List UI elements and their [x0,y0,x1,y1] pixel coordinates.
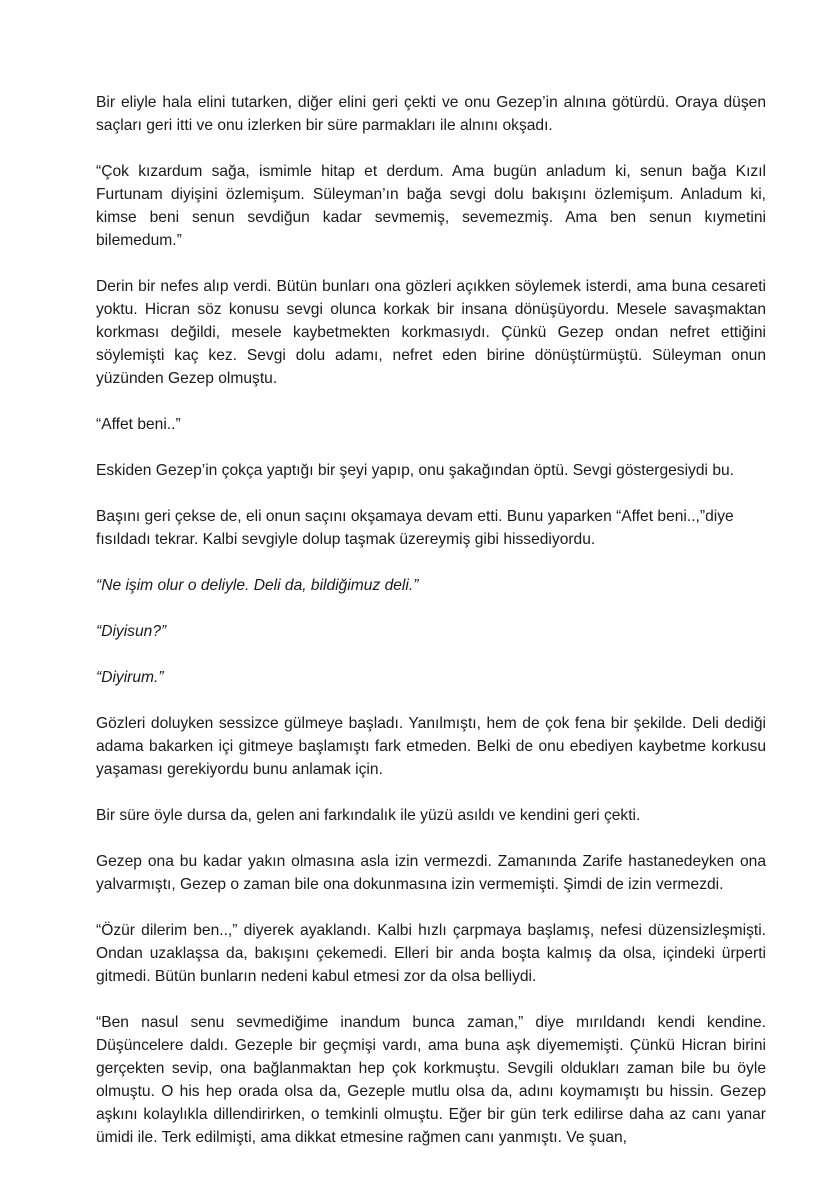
paragraph: “Özür dilerim ben..,” diyerek ayaklandı. Kalbi hızlı çarpmaya başlamış, nefesi düzensizleşmişti. Ondan uzaklaşsa da, bakışını çekemedi. Elleri bir anda boşta kalmış da olsa, içindeki ürperti gitmedi. Bütün bunların nedeni kabul etmesi zor da olsa belliydi. [96,922,766,985]
paragraph: Başını geri çekse de, eli onun saçını okşamaya devam etti. Bunu yaparken “Affet beni..,”diye fısıldadı tekrar. Kalbi sevgiyle dolup taşmak üzereymiş gibi hissediyordu. [96,508,734,548]
dialogue-line: “Affet beni..” [96,416,181,433]
italic-dialogue-line: “Diyisun?” [96,623,167,640]
document-page [96,91,766,1149]
paragraph: Derin bir nefes alıp verdi. Bütün bunları ona gözleri açıkken söylemek isterdi, ama buna cesareti yoktu. Hicran söz konusu sevgi olunca korkak bir insana dönüşüyordu. Mesele savaşmaktan korkması değildi, mesele kaybetmekten korkmasıydı. Çünkü Gezep ondan nefret ettiğini söylemişti kaç kez. Sevgi dolu adamı, nefret eden birine dönüştürmüştü. Süleyman onun yüzünden Gezep olmuştu. [96,278,766,387]
italic-dialogue-line: “Ne işim olur o deliyle. Deli da, bildiğimuz deli.” [96,577,419,594]
paragraph: Gezep ona bu kadar yakın olmasına asla izin vermezdi. Zamanında Zarife hastanedeyken ona yalvarmıştı, Gezep o zaman bile ona dokunmasına izin vermemişti. Şimdi de izin vermezdi. [96,853,766,893]
paragraph: Bir eliyle hala elini tutarken, diğer elini geri çekti ve onu Gezep’in alnına götürdü. Oraya düşen saçları geri itti ve onu izlerken bir süre parmakları ile alnını okşadı. [96,94,766,134]
paragraph: Bir süre öyle dursa da, gelen ani farkındalık ile yüzü asıldı ve kendini geri çekti. [96,807,641,824]
paragraph: Eskiden Gezep’in çokça yaptığı bir şeyi yapıp, onu şakağından öptü. Sevgi göstergesiydi bu. [96,462,734,479]
italic-dialogue-line: “Diyirum.” [96,669,164,686]
paragraph: “Ben nasul senu sevmediğime inandum bunca zaman,” diye mırıldandı kendi kendine. Düşüncelere daldı. Gezeple bir geçmişi vardı, ama buna aşk diyememişti. Çünkü Hicran birini gerçekten sevip, ona bağlanmaktan hep çok korkmuştu. Sevgili oldukları zaman bile bu öyle olmuştu. O his hep orada olsa da, Gezeple mutlu olsa da, adını koymamıştı bu hissin. Gezep aşkını kolaylıkla dillendirirken, o temkinli olmuştu. Eğer bir gün terk edilirse daha az canı yanar ümidi ile. Terk edilmişti, ama dikkat etmesine rağmen canı yanmıştı. Ve şuan, [96,1014,766,1146]
paragraph: “Çok kızardum sağa, ismimle hitap et derdum. Ama bugün anladum ki, senun bağa Kızıl Furtunam diyişini özlemişum. Süleyman’ın bağa sevgi dolu bakışını özlemişum. Anladum ki, kimse beni senun sevdiğun kadar sevmemiş, sevemezmiş. Ama ben senun kıymetini bilemedum.” [96,163,766,249]
paragraph: Gözleri doluyken sessizce gülmeye başladı. Yanılmıştı, hem de çok fena bir şekilde. Deli dediği adama bakarken içi gitmeye başlamıştı fark etmeden. Belki de onu ebediyen kaybetme korkusu yaşaması gerekiyordu bunu anlamak için. [96,715,766,778]
